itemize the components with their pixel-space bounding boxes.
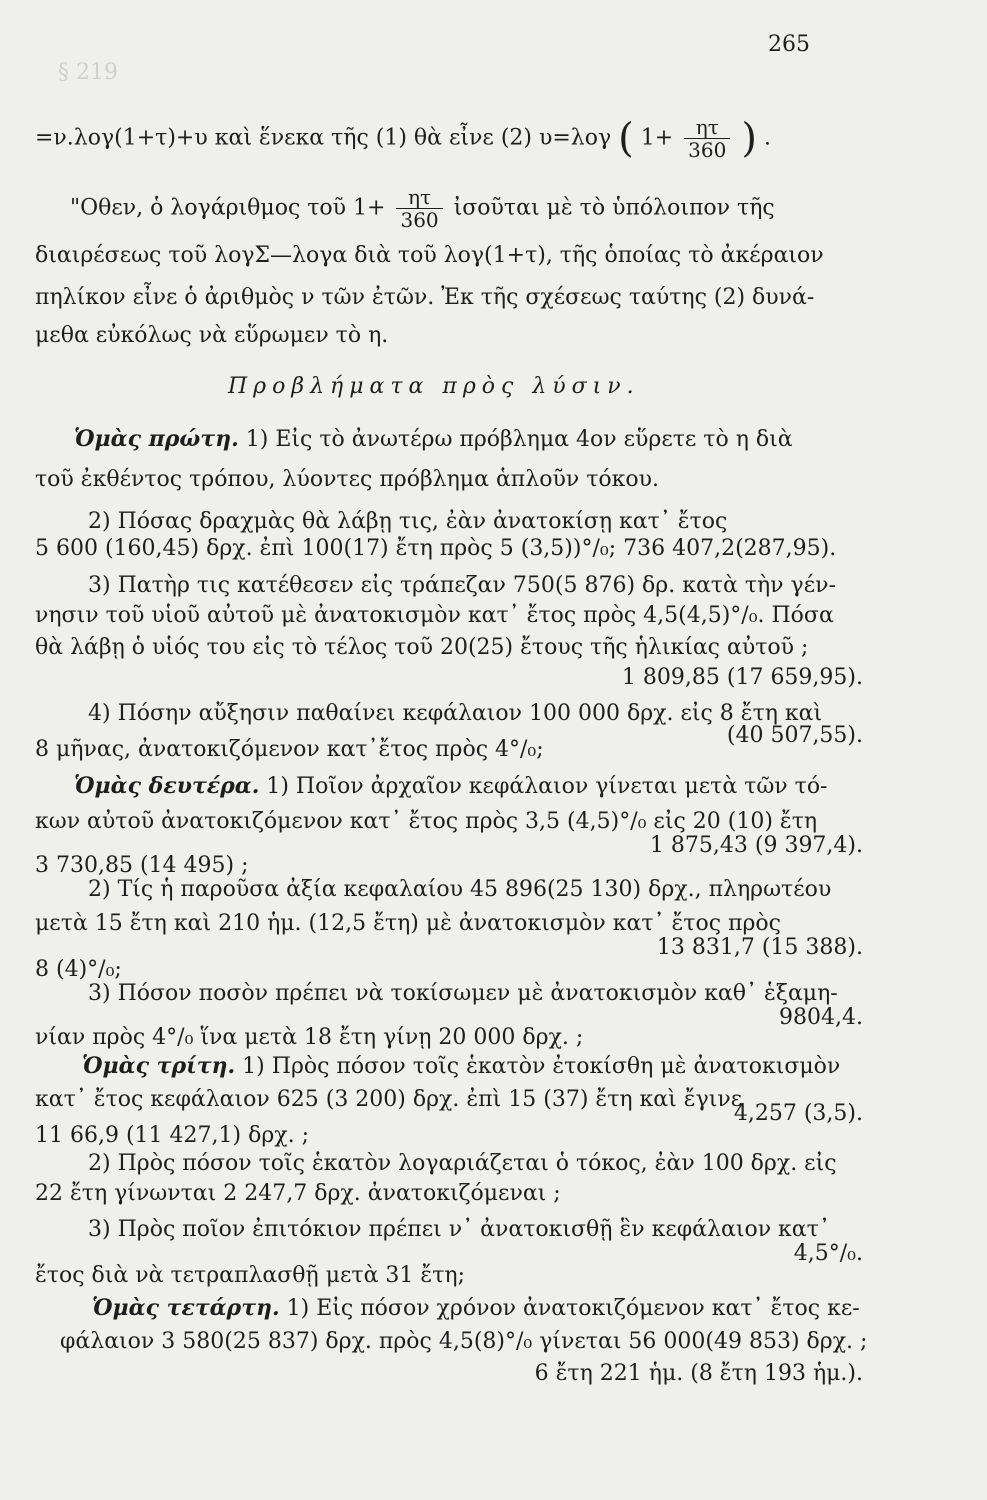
line2-end: ἰσοῦται μὲ τὸ ὑπόλοιπον τῆς bbox=[453, 195, 775, 221]
text-line: 2) Πόσας δραχμὰς θὰ λάβῃ τις, ἐὰν ἀνατοκίσῃ κατ᾽ ἔτος bbox=[88, 509, 728, 534]
bleed-through-mark: § 219 bbox=[58, 60, 118, 85]
text-line: μεθα εὐκόλως νὰ εὕρωμεν τὸ η. bbox=[35, 323, 389, 348]
section-heading: Προβλήματα πρὸς λύσιν. bbox=[228, 374, 640, 399]
group-four-line bbox=[92, 1294, 922, 1323]
text-line: ἔτος διὰ νὰ τετραπλασθῇ μετὰ 31 ἔτη; bbox=[35, 1263, 465, 1288]
text-line: 22 ἔτη γίνωνται 2 247,7 δρχ. ἀνατοκιζόμεναι ; bbox=[35, 1181, 561, 1206]
text-line: πηλίκον εἶνε ὁ ἀριθμὸς ν τῶν ἐτῶν. Ἐκ τῆς σχέσεως ταύτης (2) δυνά- bbox=[35, 285, 815, 310]
text-span: 1) Εἰς τὸ ἀνωτέρω πρόβλημα 4ον εὕρετε τὸ η διὰ bbox=[238, 427, 793, 452]
text-span: 1) Πρὸς πόσον τοῖς ἑκατὸν ἐτοκίσθη μὲ ἀνατοκισμὸν bbox=[235, 1054, 841, 1079]
text-line: 4) Πόσην αὔξησιν παθαίνει κεφάλαιον 100 000 δρχ. εἰς 8 ἔτη καὶ bbox=[88, 701, 823, 726]
answer-line: 1 809,85 (17 659,95). bbox=[621, 665, 863, 690]
text-line: 2) Τίς ἡ παροῦσα ἀξία κεφαλαίου 45 896(25 130) δρχ., πληρωτέου bbox=[88, 877, 832, 902]
text-line: 3 730,85 (14 495) ; bbox=[35, 853, 249, 878]
formula-line bbox=[35, 116, 865, 161]
text-line: διαιρέσεως τοῦ λογΣ—λογα διὰ τοῦ λογ(1+τ), τῆς ὁποίας τὸ ἀκέραιον bbox=[35, 243, 824, 268]
text-line: νίαν πρὸς 4°/₀ ἵνα μετὰ 18 ἔτη γίνῃ 20 000 δρχ. ; bbox=[35, 1025, 584, 1050]
text-line: φάλαιον 3 580(25 837) δρχ. πρὸς 4,5(8)°/₀ γίνεται 56 000(49 853) δρχ. ; bbox=[60, 1329, 868, 1354]
text-line: 5 600 (160,45) δρχ. ἐπὶ 100(17) ἔτη πρὸς 5 (3,5))°/₀; 736 407,2(287,95). bbox=[35, 536, 837, 561]
answer-line: 4,5°/₀. bbox=[793, 1241, 863, 1266]
answer-line: (40 507,55). bbox=[726, 723, 863, 748]
answer-line: 9804,4. bbox=[779, 1005, 863, 1030]
text-line: κατ᾽ ἔτος κεφάλαιον 625 (3 200) δρχ. ἐπὶ 15 (37) ἔτη καὶ ἔγινε bbox=[35, 1087, 743, 1112]
answer-line: 13 831,7 (15 388). bbox=[656, 935, 863, 960]
text-line: 3) Πρὸς ποῖον ἐπιτόκιον πρέπει ν᾽ ἀνατοκισθῇ ἓν κεφάλαιον κατ᾽ bbox=[88, 1217, 830, 1242]
fraction-denominator: 360 bbox=[400, 208, 439, 232]
text-line: 3) Πόσον ποσὸν πρέπει νὰ τοκίσωμεν μὲ ἀνατοκισμὸν καθ᾽ ἑξαμη- bbox=[88, 981, 838, 1006]
text-span: 1) Ποῖον ἀρχαῖον κεφάλαιον γίνεται μετὰ τῶν τό- bbox=[259, 774, 828, 799]
line2-start: "Οθεν, ὁ λογάριθμος τοῦ 1+ bbox=[70, 195, 386, 221]
left-paren: ( bbox=[618, 115, 634, 162]
text-line: 8 μῆνας, ἀνατοκιζόμενον κατ᾽ἔτος πρὸς 4°/₀; bbox=[35, 737, 544, 762]
group-label: Ὁμὰς τρίτη. bbox=[82, 1053, 236, 1079]
right-paren: ) bbox=[741, 115, 757, 162]
text-line: θὰ λάβῃ ὁ υἱός του εἰς τὸ τέλος τοῦ 20(25) ἔτους τῆς ἡλικίας αὐτοῦ ; bbox=[35, 635, 809, 660]
group-one-line bbox=[74, 425, 904, 454]
answer-line: 4,257 (3,5). bbox=[733, 1101, 863, 1126]
fraction-denominator: 360 bbox=[688, 138, 727, 162]
text-line bbox=[70, 186, 900, 231]
text-line: νησιν τοῦ υἱοῦ αὐτοῦ μὲ ἀνατοκισμὸν κατ᾽ ἔτος πρὸς 4,5(4,5)°/₀. Πόσα bbox=[35, 603, 834, 628]
group-three-line bbox=[82, 1052, 912, 1081]
fraction bbox=[684, 116, 730, 161]
group-label: Ὁμὰς πρώτη. bbox=[74, 426, 239, 452]
text-line: κων αὐτοῦ ἀνατοκιζόμενον κατ᾽ ἔτος πρὸς 3,5 (4,5)°/₀ εἰς 20 (10) ἔτη bbox=[35, 809, 818, 834]
formula-one-plus: 1+ bbox=[640, 125, 674, 151]
text-span: 1) Εἰς πόσον χρόνον ἀνατοκιζόμενον κατ᾽ ἔτος κε- bbox=[279, 1296, 860, 1321]
group-label: Ὁμὰς τετάρτη. bbox=[92, 1295, 280, 1321]
group-two-line bbox=[74, 772, 904, 801]
formula-tail: . bbox=[763, 125, 771, 151]
text-line: 8 (4)°/₀; bbox=[35, 957, 122, 982]
formula-left: =ν.λογ(1+τ)+υ καὶ ἕνεκα τῆς (1) θὰ εἶνε (2) υ=λογ bbox=[35, 125, 612, 151]
text-line: 2) Πρὸς πόσον τοῖς ἑκατὸν λογαριάζεται ὁ τόκος, ἐὰν 100 δρχ. εἰς bbox=[88, 1151, 837, 1176]
fraction-numerator: ητ bbox=[684, 116, 730, 139]
fraction bbox=[396, 186, 442, 231]
answer-line: 1 875,43 (9 397,4). bbox=[649, 833, 863, 858]
group-label: Ὁμὰς δευτέρα. bbox=[74, 773, 260, 799]
text-line: 3) Πατὴρ τις κατέθεσεν εἰς τράπεζαν 750(5 876) δρ. κατὰ τὴν γέν- bbox=[88, 573, 836, 598]
text-line: μετὰ 15 ἔτη καὶ 210 ἡμ. (12,5 ἔτη) μὲ ἀνατοκισμὸν κατ᾽ ἔτος πρὸς bbox=[35, 911, 781, 936]
text-line: τοῦ ἐκθέντος τρόπου, λύοντες πρόβλημα ἁπλοῦν τόκου. bbox=[35, 467, 659, 492]
page-number: 265 bbox=[768, 32, 810, 57]
answer-line: 6 ἔτη 221 ἡμ. (8 ἔτη 193 ἡμ.). bbox=[534, 1361, 863, 1386]
fraction-numerator: ητ bbox=[396, 186, 442, 209]
text-line: 11 66,9 (11 427,1) δρχ. ; bbox=[35, 1123, 310, 1148]
